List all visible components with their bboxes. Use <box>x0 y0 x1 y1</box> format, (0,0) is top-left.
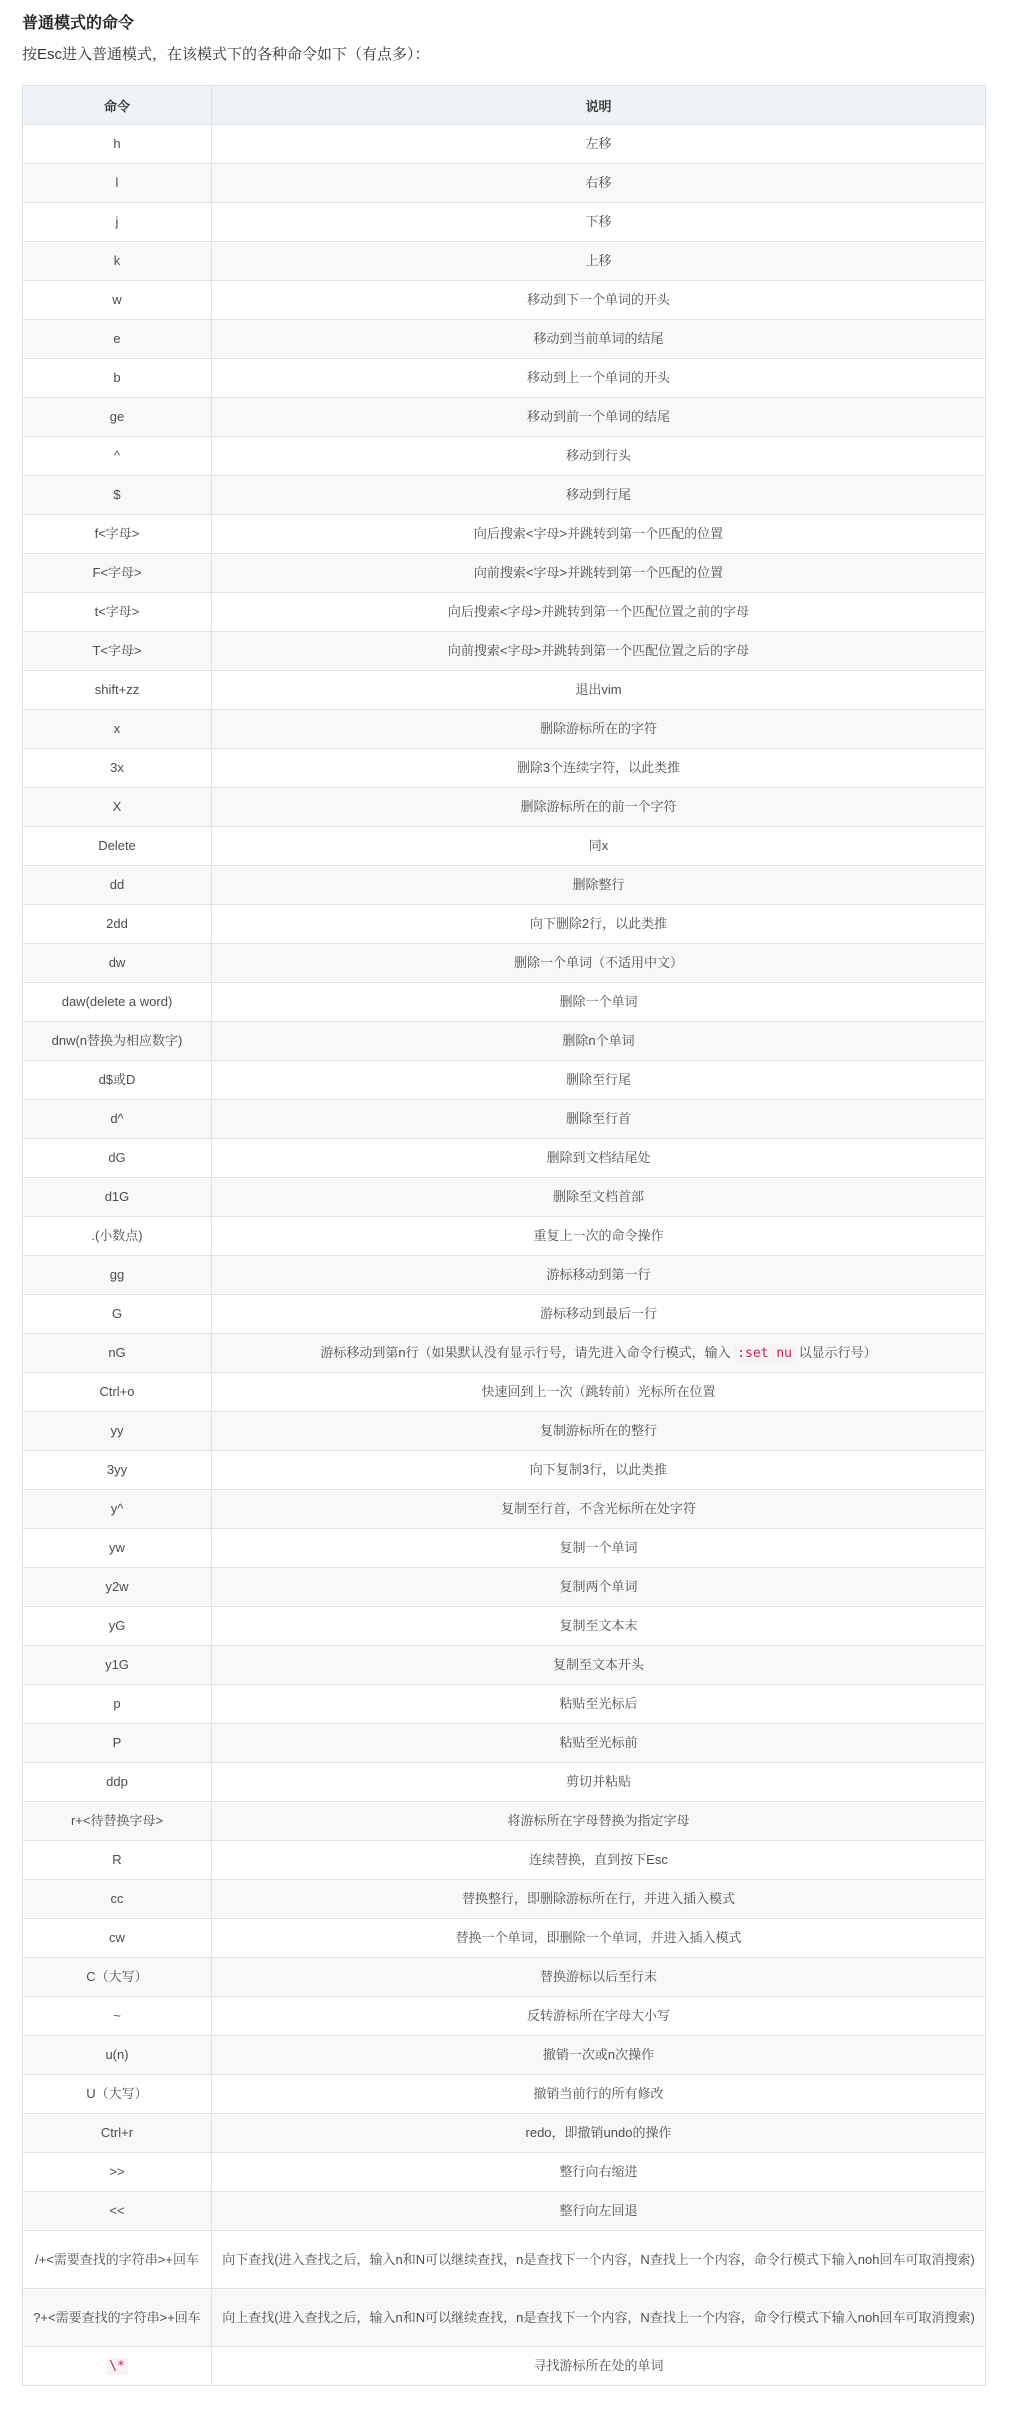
table-row <box>23 1724 986 1763</box>
table-row <box>23 1607 986 1646</box>
description-cell: 上移 <box>212 242 986 281</box>
command-cell: >> <box>23 2153 212 2192</box>
description-text: 游标移动到第n行（如果默认没有显示行号，请先进入命令行模式，输入 <box>320 1344 731 1360</box>
description-cell: 删除至文档首部 <box>212 1178 986 1217</box>
description-cell: 游标移动到最后一行 <box>212 1295 986 1334</box>
description-cell: 删除游标所在的字符 <box>212 710 986 749</box>
description-cell: 重复上一次的命令操作 <box>212 1217 986 1256</box>
command-cell: ge <box>23 398 212 437</box>
table-row <box>23 2114 986 2153</box>
description-cell: 移动到行头 <box>212 437 986 476</box>
command-cell: Ctrl+r <box>23 2114 212 2153</box>
description-cell: 复制一个单词 <box>212 1529 986 1568</box>
description-cell: 向后搜索<字母>并跳转到第一个匹配的位置 <box>212 515 986 554</box>
description-cell: 替换一个单词，即删除一个单词，并进入插入模式 <box>212 1919 986 1958</box>
table-row <box>23 281 986 320</box>
table-row <box>23 1529 986 1568</box>
command-cell: dw <box>23 944 212 983</box>
description-cell: 向前搜索<字母>并跳转到第一个匹配的位置 <box>212 554 986 593</box>
table-row <box>23 242 986 281</box>
command-cell: nG <box>23 1334 212 1373</box>
description-cell: 复制两个单词 <box>212 1568 986 1607</box>
command-cell: ^ <box>23 437 212 476</box>
command-cell: k <box>23 242 212 281</box>
command-cell: dnw(n替换为相应数字) <box>23 1022 212 1061</box>
command-cell: dd <box>23 866 212 905</box>
table-row <box>23 1295 986 1334</box>
table-row <box>23 2153 986 2192</box>
description-cell: 右移 <box>212 164 986 203</box>
command-cell: y1G <box>23 1646 212 1685</box>
table-row <box>23 2075 986 2114</box>
table-row <box>23 2192 986 2231</box>
table-row <box>23 1763 986 1802</box>
description-cell: 删除至行尾 <box>212 1061 986 1100</box>
description-cell: 游标移动到第一行 <box>212 1256 986 1295</box>
description-cell: 移动到上一个单词的开头 <box>212 359 986 398</box>
command-cell: .(小数点) <box>23 1217 212 1256</box>
table-row <box>23 1685 986 1724</box>
table-row <box>23 1919 986 1958</box>
command-cell: l <box>23 164 212 203</box>
command-cell: t<字母> <box>23 593 212 632</box>
table-row <box>23 320 986 359</box>
table-row <box>23 1256 986 1295</box>
table-row <box>23 2036 986 2075</box>
table-row <box>23 827 986 866</box>
section-heading: 普通模式的命令 <box>22 15 135 32</box>
table-row <box>23 1997 986 2036</box>
table-row <box>23 1451 986 1490</box>
table-row <box>23 2347 986 2386</box>
inline-code: :set nu <box>734 1345 795 1362</box>
command-cell: X <box>23 788 212 827</box>
description-cell: 删除n个单词 <box>212 1022 986 1061</box>
command-cell: shift+zz <box>23 671 212 710</box>
description-cell: 左移 <box>212 125 986 164</box>
description-cell: 移动到下一个单词的开头 <box>212 281 986 320</box>
table-row <box>23 1412 986 1451</box>
table-row <box>23 1958 986 1997</box>
description-cell: 同x <box>212 827 986 866</box>
command-cell: gg <box>23 1256 212 1295</box>
table-row <box>23 359 986 398</box>
table-row <box>23 515 986 554</box>
table-row <box>23 398 986 437</box>
command-cell: << <box>23 2192 212 2231</box>
table-row <box>23 164 986 203</box>
description-cell: 撤销当前行的所有修改 <box>212 2075 986 2114</box>
table-row <box>23 437 986 476</box>
table-row <box>23 905 986 944</box>
command-cell: d$或D <box>23 1061 212 1100</box>
table-row <box>23 1490 986 1529</box>
description-cell: 移动到当前单词的结尾 <box>212 320 986 359</box>
table-row <box>23 476 986 515</box>
table-body <box>23 125 986 2386</box>
command-cell: yy <box>23 1412 212 1451</box>
command-cell: e <box>23 320 212 359</box>
command-cell: Delete <box>23 827 212 866</box>
header-command: 命令 <box>23 86 212 125</box>
command-cell: cc <box>23 1880 212 1919</box>
description-cell: 删除3个连续字符，以此类推 <box>212 749 986 788</box>
command-cell: ~ <box>23 1997 212 2036</box>
command-cell: T<字母> <box>23 632 212 671</box>
description-cell: 复制游标所在的整行 <box>212 1412 986 1451</box>
command-cell: R <box>23 1841 212 1880</box>
command-cell: b <box>23 359 212 398</box>
table-row <box>23 203 986 242</box>
intro-text: 按Esc进入普通模式，在该模式下的各种命令如下（有点多）： <box>22 46 430 63</box>
table-row <box>23 1373 986 1412</box>
command-cell <box>23 2347 212 2386</box>
table-row <box>23 671 986 710</box>
description-cell: 删除到文档结尾处 <box>212 1139 986 1178</box>
description-cell: 整行向左回退 <box>212 2192 986 2231</box>
description-cell: 移动到行尾 <box>212 476 986 515</box>
description-cell: 向下复制3行，以此类推 <box>212 1451 986 1490</box>
command-cell: yG <box>23 1607 212 1646</box>
description-cell: 快速回到上一次（跳转前）光标所在位置 <box>212 1373 986 1412</box>
description-cell: 向下删除2行，以此类推 <box>212 905 986 944</box>
command-cell: r+<待替换字母> <box>23 1802 212 1841</box>
table-row <box>23 2231 986 2289</box>
command-cell: y2w <box>23 1568 212 1607</box>
command-cell: dG <box>23 1139 212 1178</box>
description-cell: 将游标所在字母替换为指定字母 <box>212 1802 986 1841</box>
table-row <box>23 749 986 788</box>
command-code: \* <box>106 2358 128 2375</box>
table-row <box>23 1880 986 1919</box>
command-cell: w <box>23 281 212 320</box>
table-row <box>23 1841 986 1880</box>
description-cell: 寻找游标所在处的单词 <box>212 2347 986 2386</box>
command-cell: 3x <box>23 749 212 788</box>
description-cell: 粘贴至光标前 <box>212 1724 986 1763</box>
table-row <box>23 866 986 905</box>
command-cell: /+<需要查找的字符串>+回车 <box>23 2231 212 2289</box>
command-cell: ?+<需要查找的字符串>+回车 <box>23 2289 212 2347</box>
description-text-after: 以显示行号） <box>798 1344 877 1360</box>
description-cell: 整行向右缩进 <box>212 2153 986 2192</box>
description-cell: 向上查找(进入查找之后，输入n和N可以继续查找，n是查找下一个内容，N查找上一个内容，命令行模式下输入noh回车可取消搜索) <box>212 2289 986 2347</box>
description-cell: 复制至文本末 <box>212 1607 986 1646</box>
table-row <box>23 788 986 827</box>
description-cell: 向后搜索<字母>并跳转到第一个匹配位置之前的字母 <box>212 593 986 632</box>
table-row <box>23 710 986 749</box>
command-cell: P <box>23 1724 212 1763</box>
command-cell: ddp <box>23 1763 212 1802</box>
description-cell: 粘贴至光标后 <box>212 1685 986 1724</box>
table-row <box>23 1022 986 1061</box>
command-cell: $ <box>23 476 212 515</box>
description-cell: 删除一个单词 <box>212 983 986 1022</box>
description-cell: 撤销一次或n次操作 <box>212 2036 986 2075</box>
table-row <box>23 1139 986 1178</box>
table-row <box>23 1061 986 1100</box>
table-row <box>23 1334 986 1373</box>
table-row <box>23 1217 986 1256</box>
command-cell: y^ <box>23 1490 212 1529</box>
header-description: 说明 <box>212 86 986 125</box>
command-cell: j <box>23 203 212 242</box>
table-row <box>23 1802 986 1841</box>
description-cell: 剪切并粘贴 <box>212 1763 986 1802</box>
command-cell: cw <box>23 1919 212 1958</box>
table-row <box>23 554 986 593</box>
description-cell: 反转游标所在字母大小写 <box>212 1997 986 2036</box>
description-cell: 删除至行首 <box>212 1100 986 1139</box>
description-cell: 向前搜索<字母>并跳转到第一个匹配位置之后的字母 <box>212 632 986 671</box>
command-cell: d1G <box>23 1178 212 1217</box>
command-cell: 3yy <box>23 1451 212 1490</box>
table-row <box>23 632 986 671</box>
table-row <box>23 1100 986 1139</box>
command-cell: F<字母> <box>23 554 212 593</box>
table-row <box>23 125 986 164</box>
table-row <box>23 983 986 1022</box>
table-row <box>23 2289 986 2347</box>
command-cell: U（大写） <box>23 2075 212 2114</box>
command-cell: f<字母> <box>23 515 212 554</box>
description-cell <box>212 1334 986 1373</box>
command-cell: x <box>23 710 212 749</box>
description-cell: 移动到前一个单词的结尾 <box>212 398 986 437</box>
command-cell: h <box>23 125 212 164</box>
command-cell: daw(delete a word) <box>23 983 212 1022</box>
description-cell: 替换游标以后至行末 <box>212 1958 986 1997</box>
description-cell: 删除游标所在的前一个字符 <box>212 788 986 827</box>
description-cell: 复制至文本开头 <box>212 1646 986 1685</box>
table-row <box>23 1646 986 1685</box>
command-cell: yw <box>23 1529 212 1568</box>
command-table <box>22 85 986 2386</box>
command-cell: Ctrl+o <box>23 1373 212 1412</box>
command-cell: G <box>23 1295 212 1334</box>
description-cell: redo，即撤销undo的操作 <box>212 2114 986 2153</box>
command-cell: C（大写） <box>23 1958 212 1997</box>
description-cell: 删除整行 <box>212 866 986 905</box>
description-cell: 下移 <box>212 203 986 242</box>
description-cell: 退出vim <box>212 671 986 710</box>
command-cell: p <box>23 1685 212 1724</box>
description-cell: 连续替换，直到按下Esc <box>212 1841 986 1880</box>
command-cell: u(n) <box>23 2036 212 2075</box>
table-row <box>23 944 986 983</box>
table-row <box>23 1568 986 1607</box>
table-row <box>23 593 986 632</box>
description-cell: 复制至行首，不含光标所在处字符 <box>212 1490 986 1529</box>
command-cell: 2dd <box>23 905 212 944</box>
table-row <box>23 1178 986 1217</box>
table-header-row <box>23 86 986 125</box>
description-cell: 向下查找(进入查找之后，输入n和N可以继续查找，n是查找下一个内容，N查找上一个内容，命令行模式下输入noh回车可取消搜索) <box>212 2231 986 2289</box>
command-cell: d^ <box>23 1100 212 1139</box>
article <box>0 0 1013 67</box>
description-cell: 替换整行，即删除游标所在行，并进入插入模式 <box>212 1880 986 1919</box>
description-cell: 删除一个单词（不适用中文） <box>212 944 986 983</box>
